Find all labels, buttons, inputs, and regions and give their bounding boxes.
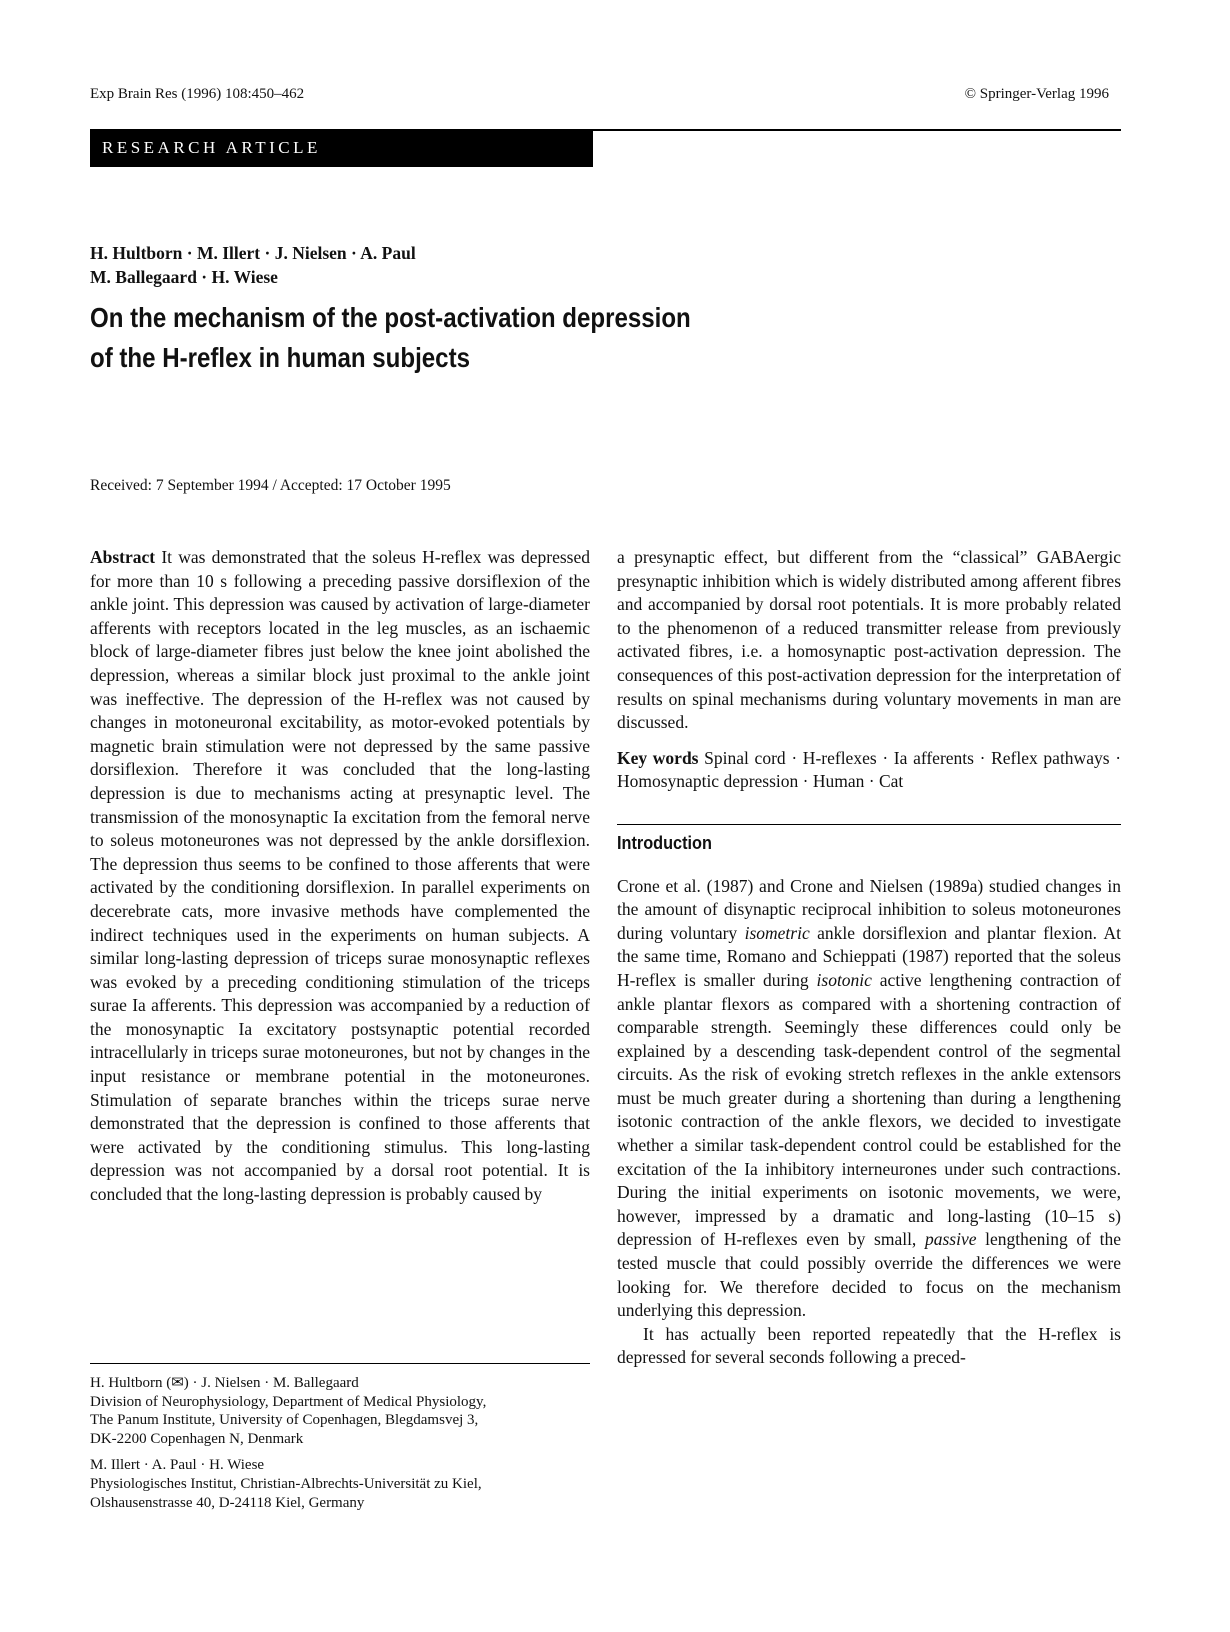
- title-line-2: of the H-reflex in human subjects: [90, 342, 470, 373]
- affiliation-copenhagen: H. Hultborn (✉) · J. Nielsen · M. Ballegaard Division of Neurophysiology, Department of Medical Physiology, The Panum Institute, University of Copenhagen, Blegdamsvej 3, DK-2200 Copenhagen N, Denmark: [90, 1375, 487, 1447]
- abstract-column-left: [90, 546, 590, 1207]
- keywords-text: Spinal cord · H-reflexes · Ia afferents · Reflex pathways · Homosynaptic depression · Human · Cat: [617, 747, 1122, 792]
- keywords-paragraph: [617, 747, 1121, 794]
- section-rule: [617, 824, 1121, 825]
- abstract-paragraph: [90, 546, 590, 1207]
- affiliations: [90, 1363, 590, 1520]
- introduction-paragraph-1: Crone et al. (1987) and Crone and Nielsen (1989a) studied changes in the amount of disynaptic reciprocal inhibition to soleus motoneurones during voluntary isometric ankle dorsiflexion and plantar flexion. At the same time, Romano and Schieppati (1987) reported that the soleus H-reflex is smaller during isotonic active lengthening contraction of ankle plantar flexors as compared with a shortening contraction of comparable strength. Seemingly these differences could only be explained by a descending task-dependent control of the segmental circuits. As the risk of evoking stretch reflexes in the ankle extensors must be much greater during a shortening than during a lengthening isotonic contraction of the ankle flexors, we decided to investigate whether a similar task-dependent control could be established for the excitation of the Ia inhibitory interneurones under such contractions. During the initial experiments on isotonic movements, we were, however, impressed by a dramatic and long-lasting (10–15 s) depression of H-reflexes even by small, passive lengthening of the tested muscle that could possibly override the differences we were looking for. We therefore decided to focus on the mechanism underlying this depression.: [617, 875, 1122, 1321]
- title-line-1: On the mechanism of the post-activation depression: [90, 302, 691, 333]
- author-line-2: M. Ballegaard · H. Wiese: [90, 267, 278, 287]
- right-column: [617, 546, 1121, 1370]
- copyright-notice: © Springer-Verlag 1996: [964, 86, 1109, 102]
- keywords-label: Key words: [617, 747, 699, 768]
- header-rule: [593, 129, 1121, 131]
- received-dates: Received: 7 September 1994 / Accepted: 17 October 1995: [90, 477, 451, 494]
- introduction-heading: Introduction: [617, 831, 712, 853]
- article-type-banner: RESEARCH ARTICLE: [90, 129, 593, 167]
- author-line-1: H. Hultborn · M. Illert · J. Nielsen · A. Paul: [90, 243, 416, 263]
- abstract-label: Abstract: [90, 547, 156, 567]
- journal-citation: Exp Brain Res (1996) 108:450–462: [90, 86, 305, 102]
- introduction-paragraph-2: It has actually been reported repeatedly that the H-reflex is depressed for several seconds following a preced-: [617, 1323, 1121, 1368]
- affiliation-kiel: M. Illert · A. Paul · H. Wiese Physiologisches Institut, Christian-Albrechts-Universität zu Kiel, Olshausenstrasse 40, D-24118 Kiel, Germany: [90, 1457, 482, 1511]
- abstract-continuation: a presynaptic effect, but different from the “classical” GABAergic presynaptic inhibition which is widely distributed among afferent fibres and accompanied by dorsal root potentials. It is more probably related to the phenomenon of a reduced transmitter release from previously activated fibres, i.e. a homosynaptic post-activation depression. The consequences of this post-activation depression for the interpretation of results on spinal mechanisms during voluntary movements in man are discussed.: [617, 547, 1121, 733]
- paper-title: [90, 298, 691, 378]
- abstract-text: It was demonstrated that the soleus H-reflex was depressed for more than 10 s following a preceding passive dorsiflexion of the ankle joint. This depression was caused by activation of large-diameter afferents with receptors located in the leg muscles, as an ischaemic block of large-diameter fibres just below the knee joint abolished the depression, whereas a similar block just proximal to the ankle joint was ineffective. The depression of the H-reflex was not caused by changes in motoneuronal excitability, as motor-evoked potentials by magnetic brain stimulation were not depressed by the same passive dorsiflexion. Therefore it was concluded that the long-lasting depression is due to mechanisms acting at presynaptic level. The transmission of the monosynaptic Ia excitation from the femoral nerve to soleus motoneurones was not depressed by the ankle dorsiflexion. The depression thus seems to be confined to those afferents that were activated by the conditioning dorsiflexion. In parallel experiments on decerebrate cats, more invasive methods have complemented the indirect techniques used in the experiments on human subjects. A similar long-lasting depression of triceps surae monosynaptic reflexes was evoked by a preceding conditioning stimulation of the triceps surae Ia afferents. This depression was accompanied by a reduction of the monosynaptic Ia excitatory postsynaptic potential recorded intracellularly in triceps surae motoneurones, but not by changes in the input resistance or membrane potential in the motoneurones. Stimulation of separate branches within the triceps surae nerve demonstrated that the depression is confined to those afferents that were activated by the conditioning stimulus. This long-lasting depression was not accompanied by a dorsal root potential. It is concluded that the long-lasting depression is probably caused by: [90, 547, 590, 1205]
- affiliation-rule: [90, 1363, 590, 1364]
- author-list: [90, 241, 416, 289]
